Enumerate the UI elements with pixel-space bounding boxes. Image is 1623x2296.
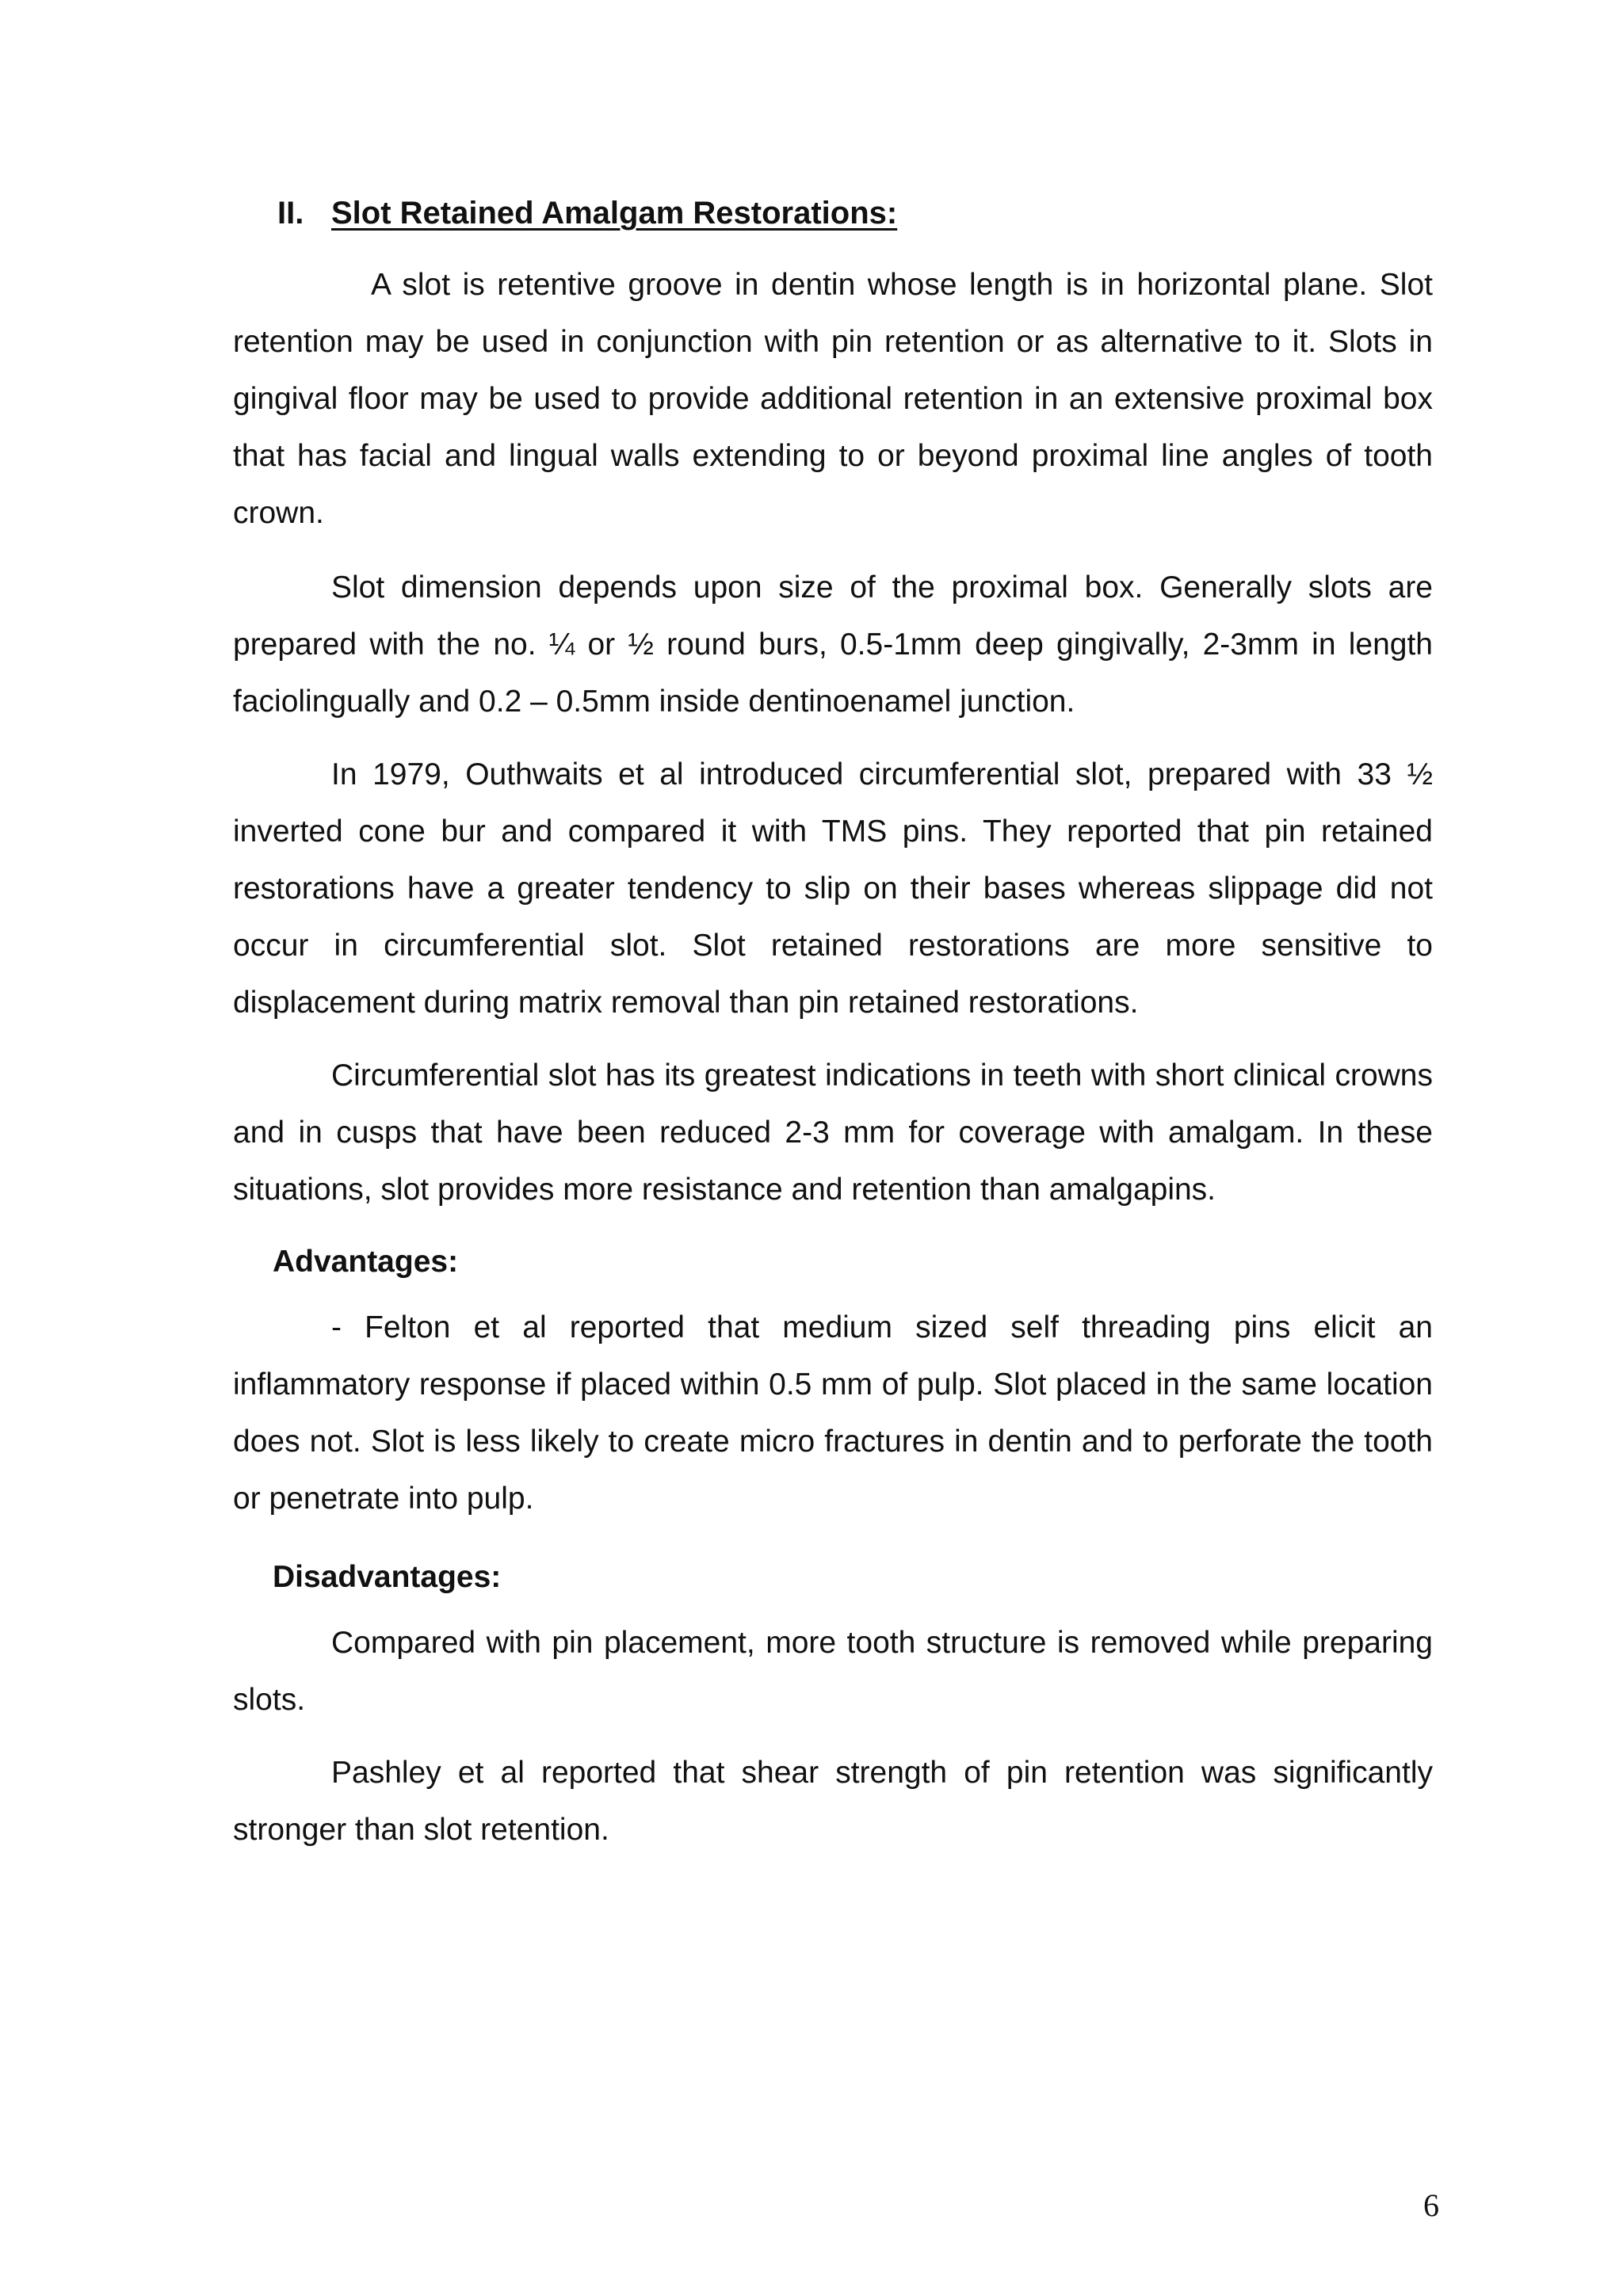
advantages-text: - Felton et al reported that medium sized self threading pins elicit an inflammatory response if placed within 0.5 mm of pulp. Slot placed in the same location does not. Slot is less likely to create micro fractures in dentin and to perforate the tooth or penetrate into pulp. [233, 1310, 1433, 1516]
disadvantages-heading: Disadvantages: [273, 1560, 502, 1594]
section-heading [277, 193, 897, 234]
disadvantages-text-shear-strength: Pashley et al reported that shear strength of pin retention was significantly stronger than slot retention. [233, 1756, 1433, 1847]
paragraph-circumferential-slot-history: In 1979, Outhwaits et al introduced circumferential slot, prepared with 33 ½ inverted cone bur and compared it with TMS pins. They reported that pin retained restorations have a greater tendency to slip on their bases whereas slippage did not occur in circumferential slot. Slot retained restorations are more sensitive to displacement during matrix removal than pin retained restorations. [233, 757, 1433, 1020]
section-number: II. [277, 196, 304, 231]
paragraph-slot-dimension: Slot dimension depends upon size of the proximal box. Generally slots are prepared with the no. ¼ or ½ round burs, 0.5-1mm deep gingivally, 2-3mm in length faciolingually and 0.2 – 0.5mm inside dentinoenamel junction. [233, 570, 1433, 719]
section-title: Slot Retained Amalgam Restorations: [331, 196, 898, 231]
page-number: 6 [1423, 2187, 1439, 2223]
paragraph-circumferential-slot-indications: Circumferential slot has its greatest indications in teeth with short clinical crowns and in cusps that have been reduced 2-3 mm for coverage with amalgam. In these situations, slot provides more resistance and retention than amalgapins. [233, 1058, 1433, 1207]
advantages-heading: Advantages: [273, 1245, 459, 1279]
disadvantages-text-tooth-structure: Compared with pin placement, more tooth structure is removed while preparing slots. [233, 1626, 1433, 1717]
paragraph-slot-definition: A slot is retentive groove in dentin whose length is in horizontal plane. Slot retention may be used in conjunction with pin retention or as alternative to it. Slots in gingival floor may be used to provide additional retention in an extensive proximal box that has facial and lingual walls extending to or beyond proximal line angles of tooth crown. [233, 268, 1433, 530]
